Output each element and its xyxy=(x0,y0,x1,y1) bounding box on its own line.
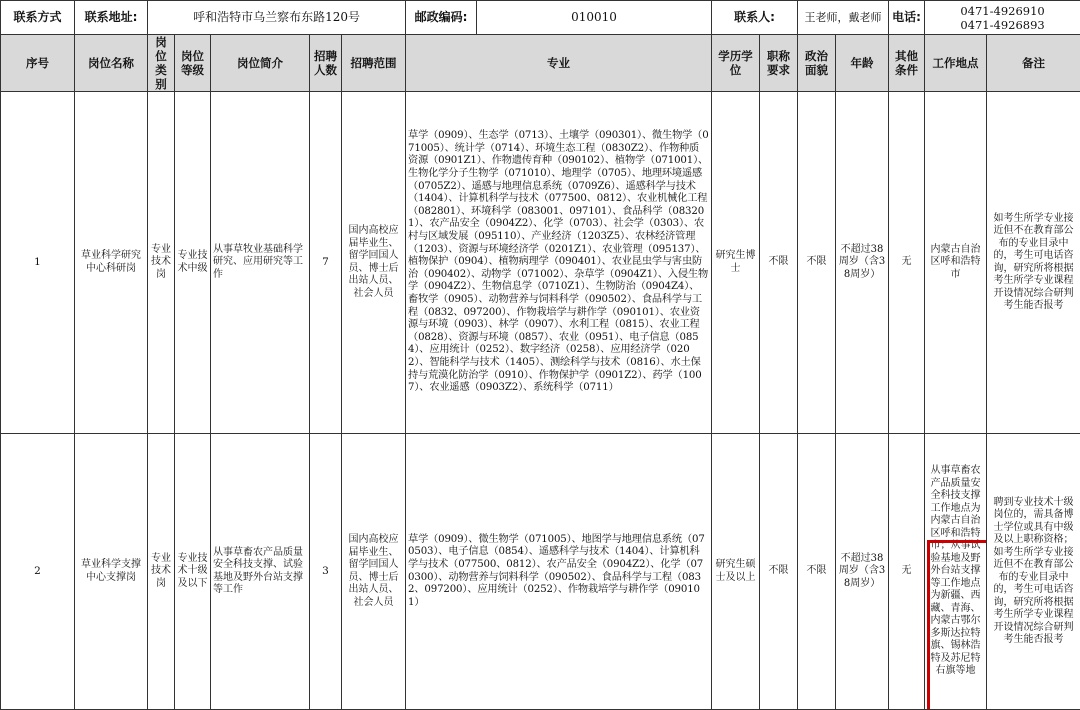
postcode-cell xyxy=(406,1,712,35)
row-note: 如考生所学专业接近但不在教育部公布的专业目录中的，考生可电话咨询，研究所将根据考生所学专业课程开设情况综合研判考生能否报考 xyxy=(987,92,1080,434)
address-value: 呼和浩特市乌兰察布东路120号 xyxy=(148,1,406,35)
col-age: 年龄 xyxy=(836,35,889,92)
table-row xyxy=(1,434,1080,710)
row-political: 不限 xyxy=(798,92,836,434)
row-post-name: 草业科学支撑中心支撑岗 xyxy=(75,434,148,710)
row-major: 草学（0909）、微生物学（071005）、地图学与地理信息系统（070503）、电子信息（0854）、遥感科学与技术（1404）、计算机科学与技术（077500、0812）、农产品安全（0904Z2）、化学（070300）、动物营养与饲料科学（090502）、食品科学与工程（0832、097200）、应用统计（0252）、作物栽培学与耕作学（090101） xyxy=(406,434,712,710)
row-post-level: 专业技术中级 xyxy=(175,92,211,434)
row-post-level: 专业技术十级及以下 xyxy=(175,434,211,710)
col-post-name: 岗位名称 xyxy=(75,35,148,92)
row-political: 不限 xyxy=(798,434,836,710)
col-post-type: 岗位类别 xyxy=(148,35,175,92)
person-label: 联系人: xyxy=(712,1,798,35)
row-scope: 国内高校应届毕业生、留学回国人员、博士后出站人员、社会人员 xyxy=(342,434,406,710)
col-intro: 岗位简介 xyxy=(211,35,310,92)
contact-header-row xyxy=(1,1,1080,35)
contact-label: 联系方式 xyxy=(1,1,75,35)
postcode-value: 010010 xyxy=(477,11,711,24)
col-political: 政治面貌 xyxy=(798,35,836,92)
col-seq: 序号 xyxy=(1,35,75,92)
col-location: 工作地点 xyxy=(925,35,987,92)
row-seq: 2 xyxy=(1,434,75,710)
col-title: 职称要求 xyxy=(760,35,798,92)
highlight-box xyxy=(927,540,987,710)
column-header-row xyxy=(1,35,1080,92)
row-count: 3 xyxy=(310,434,342,710)
row-title: 不限 xyxy=(760,92,798,434)
col-count: 招聘人数 xyxy=(310,35,342,92)
person-value: 王老师，戴老师 xyxy=(798,1,889,35)
table-row xyxy=(1,92,1080,434)
row-intro: 从事草畜农产品质量安全科技支撑、试验基地及野外台站支撑等工作 xyxy=(211,434,310,710)
row-post-type: 专业技术岗 xyxy=(148,92,175,434)
phone-values xyxy=(925,1,1080,35)
col-degree: 学历学位 xyxy=(712,35,760,92)
row-post-name: 草业科学研究中心科研岗 xyxy=(75,92,148,434)
phone-label: 电话: xyxy=(889,1,925,35)
row-age: 不超过38周岁（含38周岁） xyxy=(836,434,889,710)
col-post-level: 岗位等级 xyxy=(175,35,211,92)
row-degree: 研究生博士 xyxy=(712,92,760,434)
row-degree: 研究生硕士及以上 xyxy=(712,434,760,710)
row-location-text: 从事草畜农产品质量安全科技支撑工作地点为内蒙古自治区呼和浩特市；从事试验基地及野外台站支撑等工作地点为新疆、西藏、青海、内蒙古鄂尔多斯达拉特旗、锡林浩特及苏尼特右旗等地 xyxy=(931,465,981,676)
row-location xyxy=(925,434,987,710)
row-major: 草学（0909）、生态学（0713）、土壤学（090301）、微生物学（071005）、统计学（0714）、环境生态工程（0830Z2）、作物种质资源（0901Z1）、作物遗传育种（090102）、植物学（071001）、生物化学分子生物学（071010）、地理学（0705）、地理环境遥感（0705Z2）、遥感与地理信息系统（0709Z6）、遥感科学与技术（1404）、计算机科学与技术（077500、0812）、农业机械化工程（082801）、环境科学（083001、097101）、食品科学（083201）、农产品安全（0904Z2）、化学（0703）、社会学（0303）、农村与区域发展（095110）、产业经济（1203Z5）、农林经济管理（1203）、资源与环境经济学（0201Z1）、农业管理（095137）、植物保护（0904）、植物病理学（090401）、农业昆虫学与害虫防治（090402）、动物学（071002）、杂草学（0904Z1）、入侵生物学（0904Z2）、生物信息学（0710Z1）、生物防治（0904Z4）、畜牧学（0905）、动物营养与饲料科学（090502）、食品科学与工程（0832、097200）、作物栽培学与耕作学（090101）、农业资源与环境（0903）、林学（0907）、水利工程（0815）、农业工程（0828）、资源与环境（0857）、农业（0951）、电子信息（0854）、应用统计（0252）、数字经济（0258）、应用经济学（0202）、智能科学与技术（1405）、测绘科学与技术（0816）、水土保持与荒漠化防治学（0910）、作物保护学（0901Z2）、药学（1007）、农业遥感（0903Z2）、系统科学（0711） xyxy=(406,92,712,434)
row-age: 不超过38周岁（含38周岁） xyxy=(836,92,889,434)
row-other: 无 xyxy=(889,92,925,434)
postcode-label: 邮政编码: xyxy=(406,1,477,34)
row-note: 聘到专业技术十级岗位的，需具备博士学位或具有中级及以上职称资格；如考生所学专业接近但不在教育部公布的专业目录中的，考生可电话咨询，研究所将根据考生所学专业课程开设情况综合研判考生能否报考 xyxy=(987,434,1080,710)
phone-2: 0471-4926893 xyxy=(927,18,1078,32)
address-label: 联系地址: xyxy=(75,1,148,35)
col-other: 其他条件 xyxy=(889,35,925,92)
row-post-type: 专业技术岗 xyxy=(148,434,175,710)
row-intro: 从事草牧业基础科学研究、应用研究等工作 xyxy=(211,92,310,434)
row-location: 内蒙古自治区呼和浩特市 xyxy=(925,92,987,434)
phone-1: 0471-4926910 xyxy=(927,4,1078,18)
row-scope: 国内高校应届毕业生、留学回国人员、博士后出站人员、社会人员 xyxy=(342,92,406,434)
col-major: 专业 xyxy=(406,35,712,92)
col-scope: 招聘范围 xyxy=(342,35,406,92)
row-count: 7 xyxy=(310,92,342,434)
col-note: 备注 xyxy=(987,35,1080,92)
row-other: 无 xyxy=(889,434,925,710)
row-seq: 1 xyxy=(1,92,75,434)
row-title: 不限 xyxy=(760,434,798,710)
